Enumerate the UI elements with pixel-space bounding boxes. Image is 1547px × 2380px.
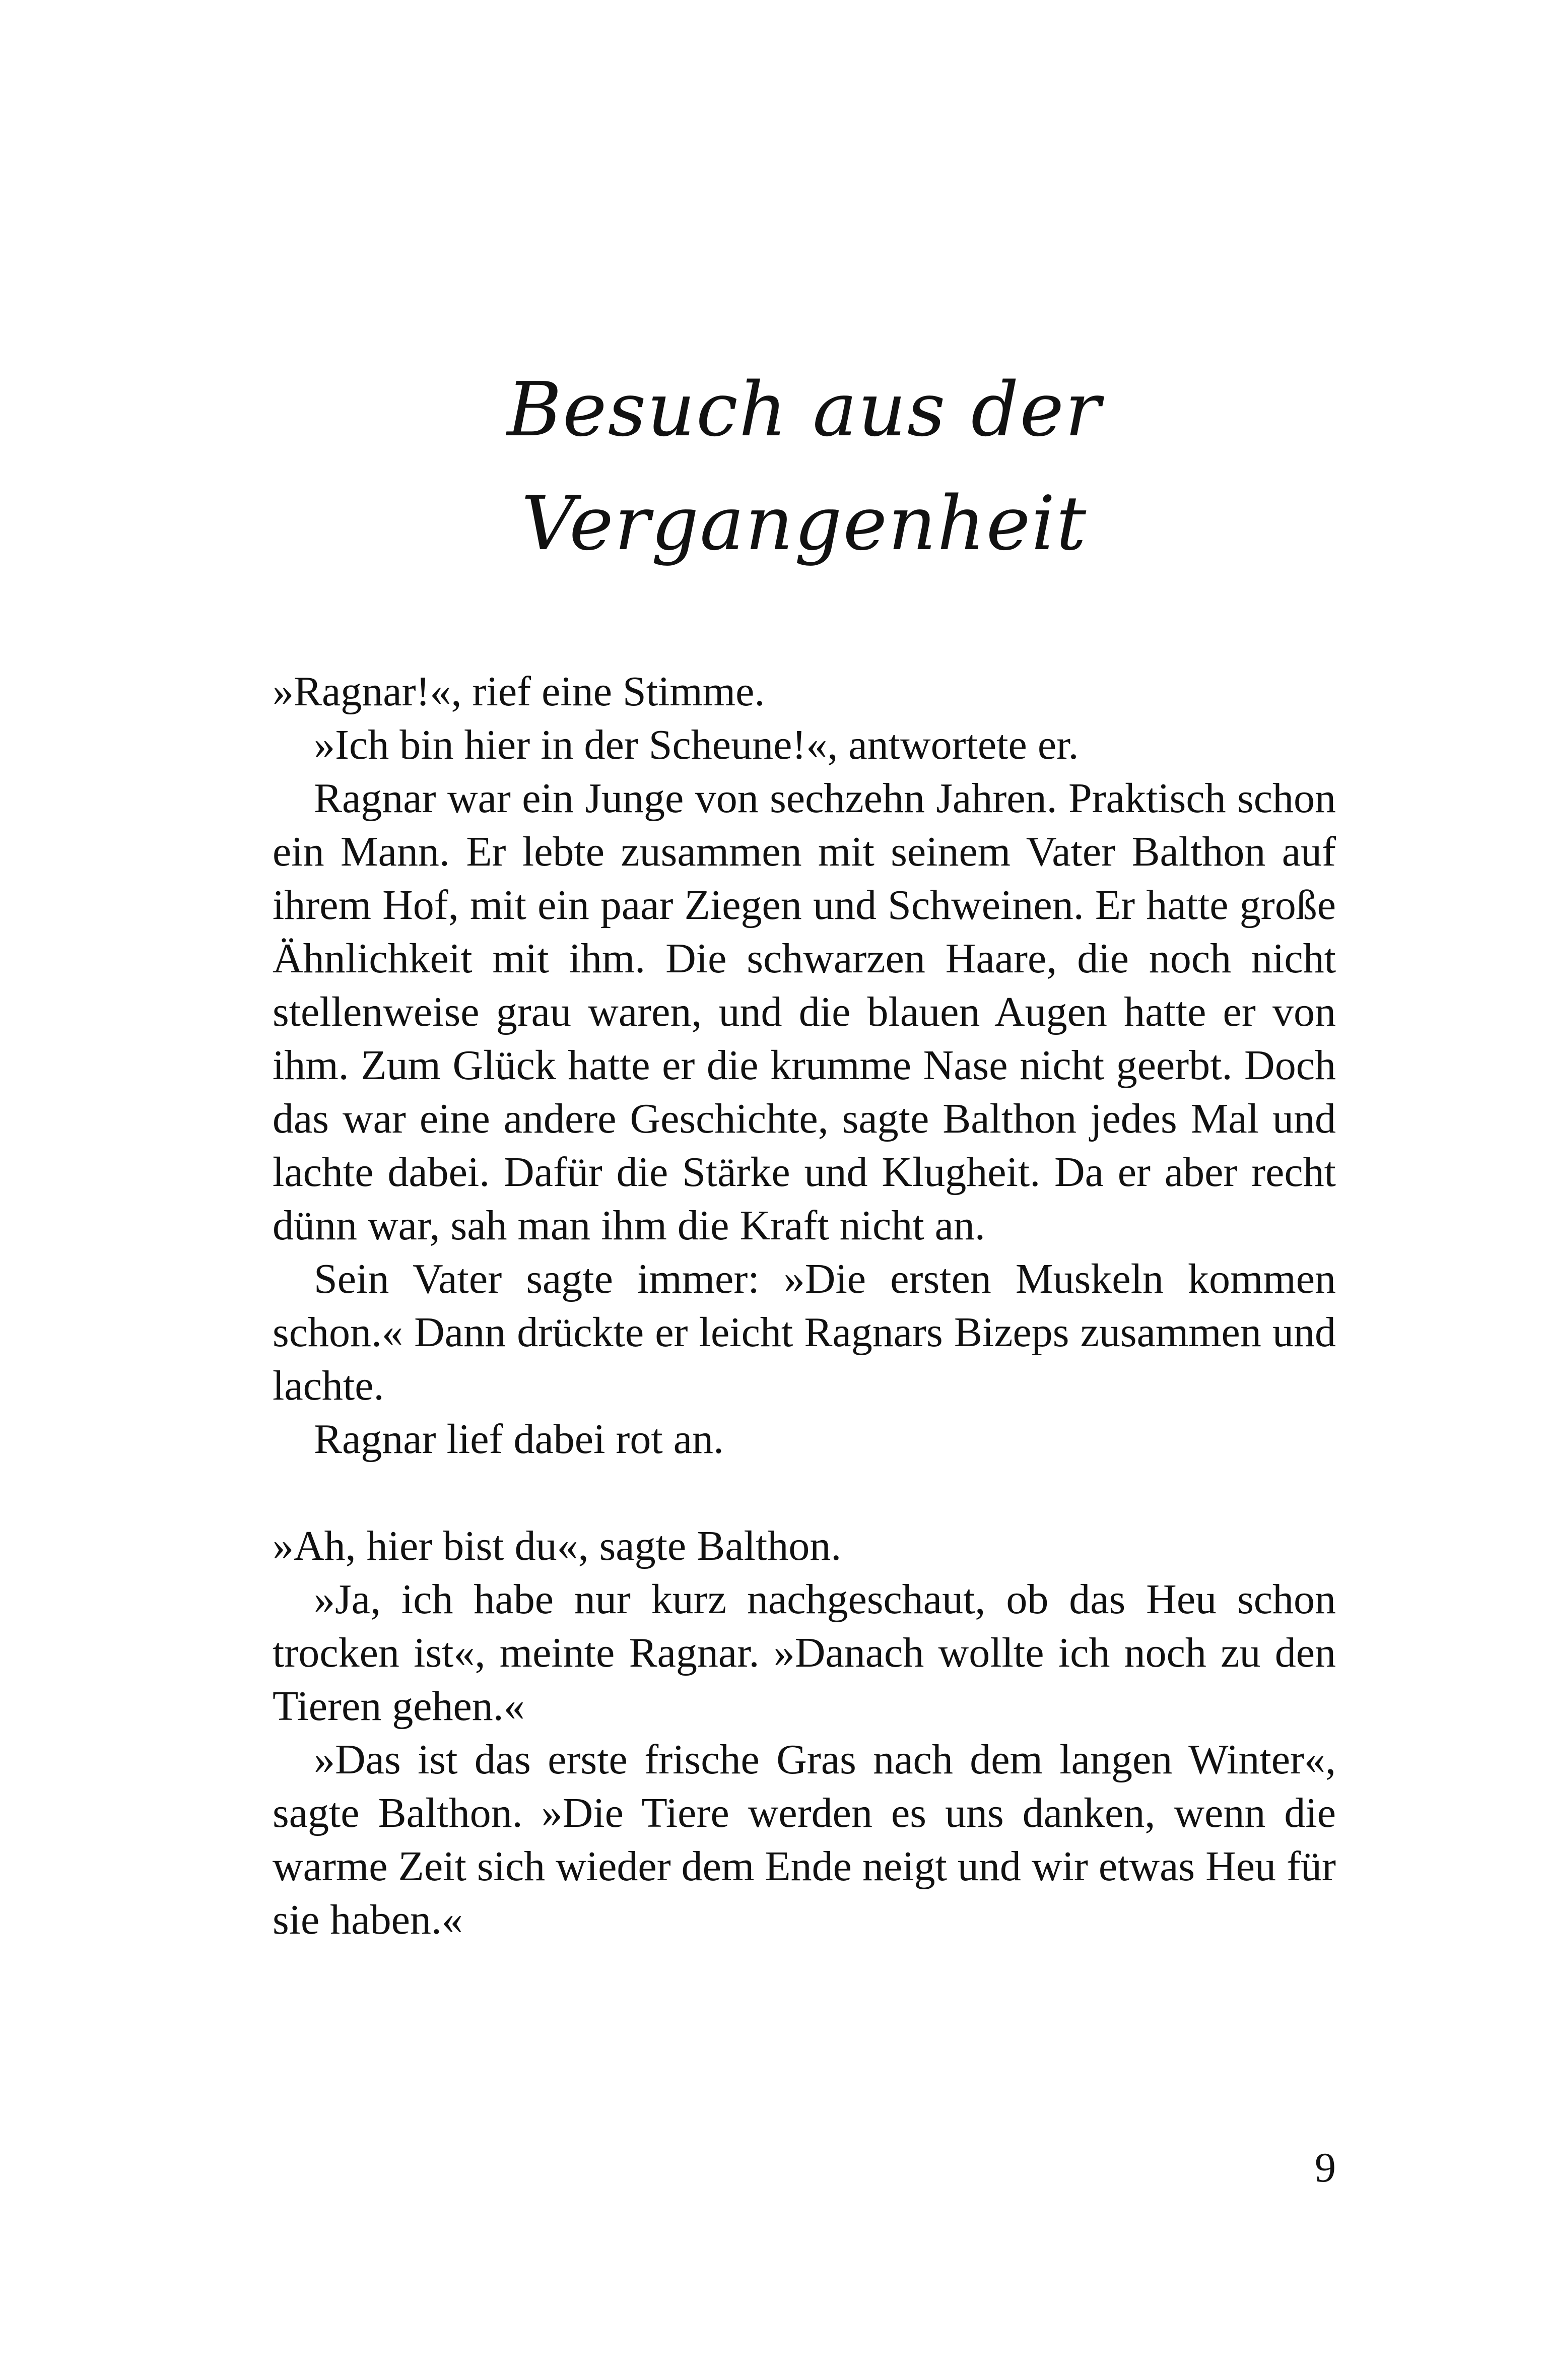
chapter-body xyxy=(273,665,1336,1947)
paragraph: »Das ist das erste frische Gras nach dem langen Winter«, sagte Balthon. »Die Tiere werden es uns danken, wenn die warme Zeit sich wieder dem Ende neigt und wir etwas Heu für sie haben.« xyxy=(273,1736,1336,1943)
paragraph: »Ragnar!«, rief eine Stimme. xyxy=(273,668,765,715)
paragraph: »Ah, hier bist du«, sagte Balthon. xyxy=(273,1523,842,1569)
paragraph: »Ja, ich habe nur kurz nachgeschaut, ob das Heu schon trocken ist«, meinte Ragnar. »Danach wollte ich noch zu den Tieren gehen.« xyxy=(273,1576,1336,1730)
paragraph: Sein Vater sagte immer: »Die ersten Muskeln kommen schon.« Dann drückte er leicht Ragnars Bizeps zusammen und lachte. xyxy=(273,1255,1336,1409)
chapter-title xyxy=(273,353,1336,580)
paragraph: Ragnar war ein Junge von sechzehn Jahren. Praktisch schon ein Mann. Er lebte zusammen mit seinem Vater Balthon auf ihrem Hof, mit ein paar Ziegen und Schweinen. Er hatte große Ähnlichkeit mit ihm. Die schwarzen Haare, die noch nicht stellenweise grau waren, und die blauen Augen hatte er von ihm. Zum Glück hatte er die krumme Nase nicht geerbt. Doch das war eine andere Geschichte, sagte Balthon jedes Mal und lachte dabei. Dafür die Stärke und Klugheit. Da er aber recht dünn war, sah man ihm die Kraft nicht an. xyxy=(273,775,1336,1249)
paragraph: »Ich bin hier in der Scheune!«, antwortete er. xyxy=(314,721,1079,768)
paragraph: Ragnar lief dabei rot an. xyxy=(314,1416,724,1463)
chapter-title-line-1: Besuch aus der xyxy=(507,366,1102,453)
page-number: 9 xyxy=(1315,2144,1336,2191)
chapter-title-line-2: Vergangenheit xyxy=(521,480,1088,567)
